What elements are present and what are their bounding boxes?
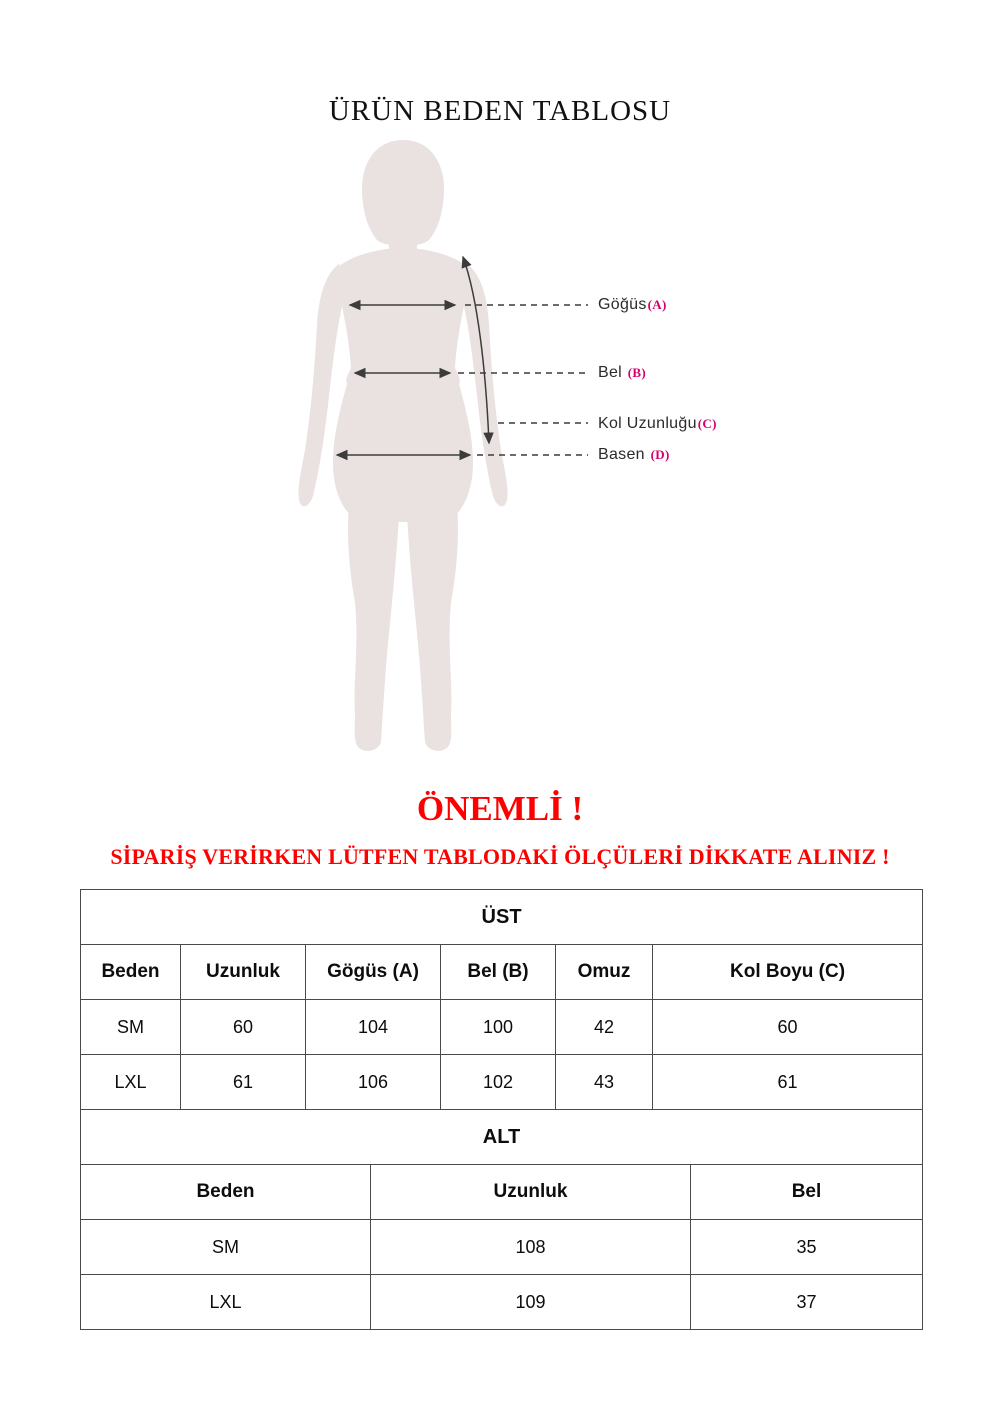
table-cell: 61 [181,1055,306,1110]
table-cell: 42 [556,1000,653,1055]
size-tables [80,889,922,1330]
column-header: Kol Boyu (C) [653,945,923,1000]
table-cell: 60 [653,1000,923,1055]
important-heading: ÖNEMLİ ! [416,789,584,828]
label-marker: (B) [627,365,647,380]
table-cell: 43 [556,1055,653,1110]
section-header: ÜST [81,890,923,945]
table-cell: 100 [441,1000,556,1055]
table-cell: 102 [441,1055,556,1110]
table-cell: 106 [306,1055,441,1110]
column-header-row [81,945,923,1000]
section-header-row [81,890,923,945]
column-header: Uzunluk [371,1165,691,1220]
label-marker: (A) [647,297,667,312]
column-header: Bel (B) [441,945,556,1000]
measurement-label-arm [598,414,717,434]
table-cell: LXL [81,1055,181,1110]
label-text: Kol Uzunluğu [598,415,697,432]
column-header: Uzunluk [181,945,306,1000]
table-cell: 61 [653,1055,923,1110]
table-row [81,1220,923,1275]
column-header-row [81,1165,923,1220]
section-header-row [81,1110,923,1165]
table-cell: 104 [306,1000,441,1055]
column-header: Bel [691,1165,923,1220]
table-cell: 60 [181,1000,306,1055]
measurement-label-hip [598,445,670,465]
table-cell: 37 [691,1275,923,1330]
table-cell: LXL [81,1275,371,1330]
order-warning-text: SİPARİŞ VERİRKEN LÜTFEN TABLODAKİ ÖLÇÜLERİ DİKKATE ALINIZ ! [110,844,890,869]
table-row [81,1055,923,1110]
woman-silhouette [298,140,507,751]
table-cell: SM [81,1000,181,1055]
table-cell: 35 [691,1220,923,1275]
column-header: Beden [81,945,181,1000]
table-cell: 109 [371,1275,691,1330]
table-cell: 108 [371,1220,691,1275]
label-text: Bel [598,364,627,381]
label-text: Basen [598,446,650,463]
upper-size-table [80,889,923,1110]
label-text: Göğüs [598,296,647,313]
column-header: Gögüs (A) [306,945,441,1000]
measurement-label-waist [598,363,646,383]
column-header: Omuz [556,945,653,1000]
label-marker: (D) [650,447,670,462]
measurement-label-chest [598,295,667,315]
label-marker: (C) [697,416,717,431]
table-cell: SM [81,1220,371,1275]
table-row [81,1275,923,1330]
table-row [81,1000,923,1055]
column-header: Beden [81,1165,371,1220]
lower-size-table [80,1109,923,1330]
section-header: ALT [81,1110,923,1165]
page-title: ÜRÜN BEDEN TABLOSU [328,95,672,128]
body-silhouette-graphic [293,138,613,758]
